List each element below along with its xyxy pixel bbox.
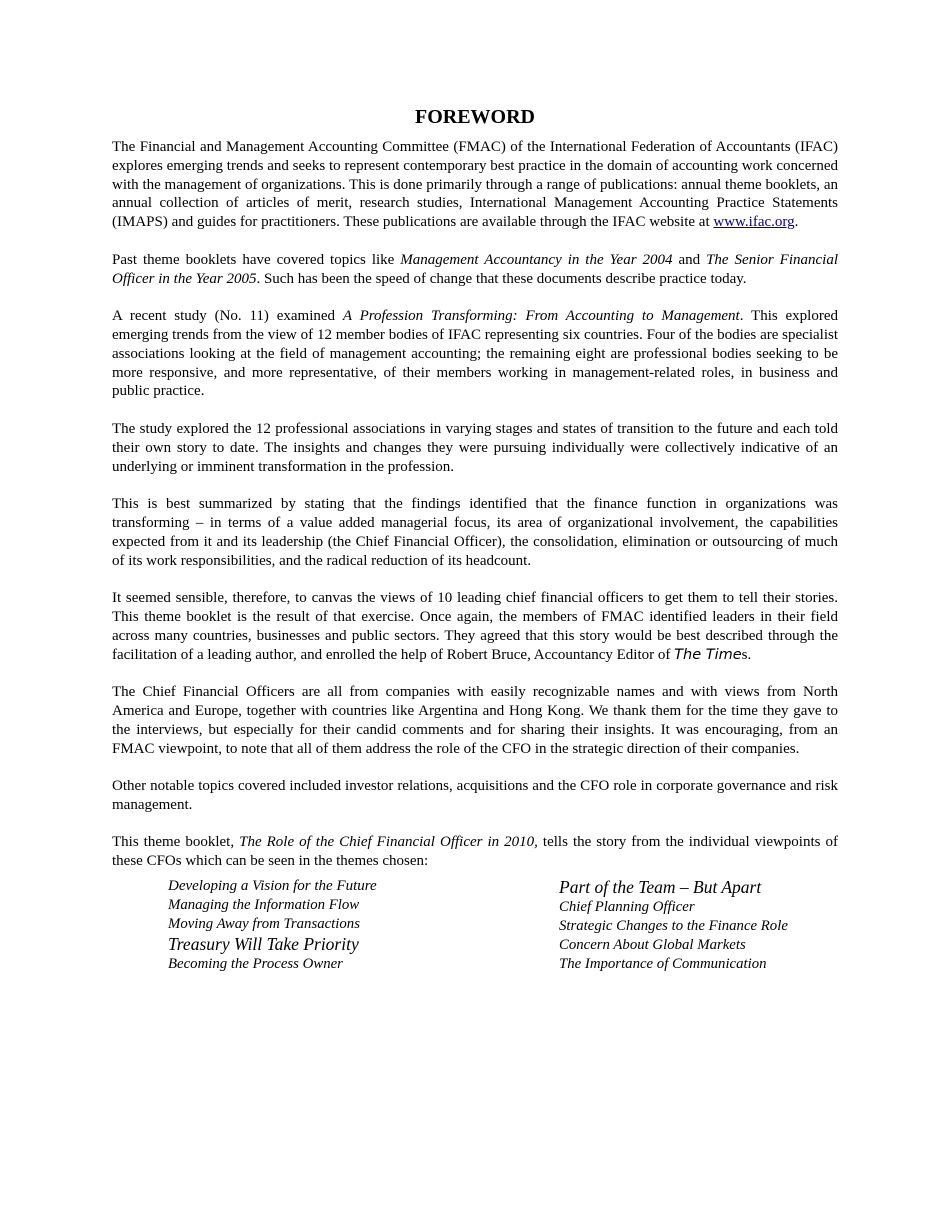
paragraph-theme-booklet: This theme booklet, The Role of the Chief Financial Officer in 2010, tells the story from the individual viewpoints of these CFOs which can be seen in the themes chosen: xyxy=(112,834,838,870)
study-title: A Profession Transforming: From Accounting to Management xyxy=(342,308,740,325)
theme-item: Managing the Information Flow xyxy=(168,897,360,914)
booklet-title: The Senior Financial Officer in the Year 2005 xyxy=(112,251,838,287)
publication-name: The Time xyxy=(674,646,742,663)
themes-column-right xyxy=(559,877,838,974)
themes-list xyxy=(112,877,838,974)
themes-column-left xyxy=(168,877,559,974)
theme-item: Strategic Changes to the Finance Role xyxy=(559,918,788,935)
theme-item: Moving Away from Transactions xyxy=(168,916,360,933)
foreword-page xyxy=(112,104,838,974)
paragraph-cfo-views: It seemed sensible, therefore, to canvas the views of 10 leading chief financial officers to get them to tell their stories. This theme booklet is the result of that exercise. Once again, the members of FMAC identified leaders in their field across many countries, businesses and public sectors. They agreed that this story would be best described through the facilitation of a leading author, and enrolled the help of Robert Bruce, Accountancy Editor of The Times. xyxy=(112,590,838,663)
paragraph-other-topics: Other notable topics covered included investor relations, acquisitions and the CFO role in corporate governance and risk management. xyxy=(112,778,838,813)
paragraph-summary: This is best summarized by stating that the findings identified that the finance function in organizations was transforming – in terms of a value added managerial focus, its area of organizational involvement, the capabilities expected from it and its leadership (the Chief Financial Officer), the consolidation, elimination or outsourcing of much of its work responsibilities, and the radical reduction of its headcount. xyxy=(112,496,838,569)
theme-item: Concern About Global Markets xyxy=(559,937,746,954)
paragraph-recent-study: A recent study (No. 11) examined A Profession Transforming: From Accounting to Management. This explored emerging trends from the view of 12 member bodies of IFAC representing six countries. Four of the bodies are specialist associations looking at the field of management accounting; the remaining eight are professional bodies seeking to be more responsive, and more representative, of their members working in management-related roles, in business and public practice. xyxy=(112,308,838,400)
theme-item: Becoming the Process Owner xyxy=(168,956,343,973)
booklet-title: The Role of the Chief Financial Officer in 2010, xyxy=(239,834,538,851)
paragraph-text: The Financial and Management Accounting Committee (FMAC) of the International Federation of Accountants (IFAC) explores emerging trends and seeks to represent contemporary best practice in the domain of accounting work concerned with the management of organizations. This is done primarily through a range of publications: annual theme booklets, an annual collection of articles of merit, research studies, International Management Accounting Practice Statements (IMAPS) and guides for practitioners. These publications are available through the IFAC website at xyxy=(112,139,838,231)
paragraph-past-booklets: Past theme booklets have covered topics like Management Accountancy in the Year 2004 and The Senior Financial Officer in the Year 2005. Such has been the speed of change that these documents describe practice today. xyxy=(112,251,838,287)
theme-item: Developing a Vision for the Future xyxy=(168,878,377,895)
theme-item: Chief Planning Officer xyxy=(559,899,695,916)
theme-item: Treasury Will Take Priority xyxy=(168,934,359,955)
theme-item: Part of the Team – But Apart xyxy=(559,877,762,898)
paragraph-cfo-companies: The Chief Financial Officers are all from companies with easily recognizable names and with views from North America and Europe, together with countries like Argentina and Hong Kong. We thank them for the time they gave to the interviews, but especially for their candid comments and for sharing their insights. It was encouraging, from an FMAC viewpoint, to note that all of them address the role of the CFO in the strategic direction of their companies. xyxy=(112,684,838,757)
ifac-website-link[interactable]: www.ifac.org xyxy=(713,214,795,231)
paragraph-fmac-intro: The Financial and Management Accounting Committee (FMAC) of the International Federation of Accountants (IFAC) explores emerging trends and seeks to represent contemporary best practice in the domain of accounting work concerned with the management of organizations. This is done primarily through a range of publications: annual theme booklets, an annual collection of articles of merit, research studies, International Management Accounting Practice Statements (IMAPS) and guides for practitioners. These publications are available through the IFAC website at www.ifac.org. xyxy=(112,139,838,231)
page-title: FOREWORD xyxy=(415,106,535,128)
paragraph-study-explored: The study explored the 12 professional associations in varying stages and states of transition to the future and each told their own story to date. The insights and changes they were pursuing individually were collectively indicative of an underlying or imminent transformation in the profession. xyxy=(112,420,838,475)
booklet-title: Management Accountancy in the Year 2004 xyxy=(400,251,673,268)
theme-item: The Importance of Communication xyxy=(559,956,767,973)
